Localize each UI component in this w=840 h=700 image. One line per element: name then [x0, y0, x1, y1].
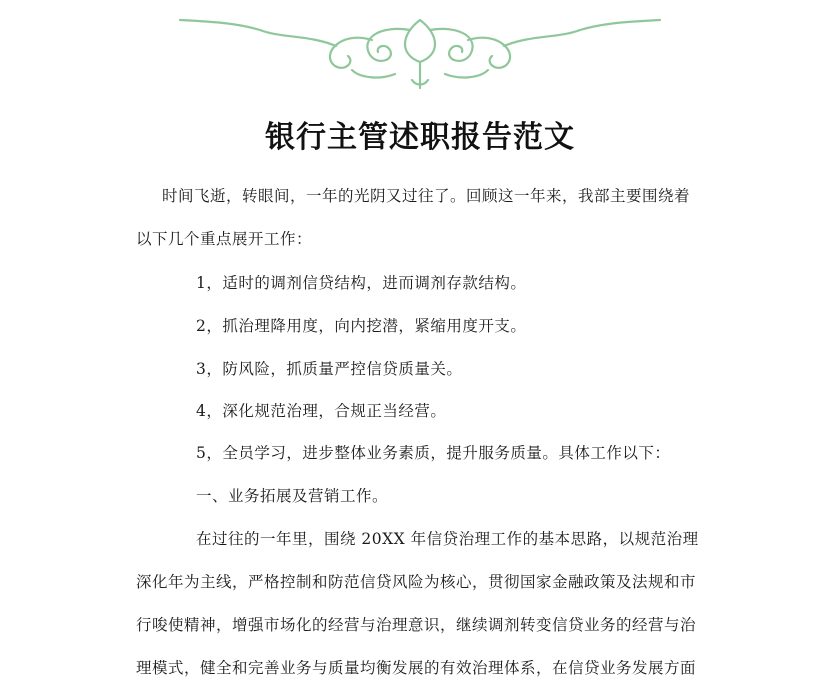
body-line: 行唆使精神，增强市场化的经营与治理意识，继续调剂转变信贷业务的经营与治	[136, 616, 697, 634]
header-ornament	[0, 0, 840, 100]
list-item: 4，深化规范治理，合规正当经营。	[196, 402, 447, 420]
document-title: 银行主管述职报告范文	[265, 120, 575, 155]
list-item: 2，抓治理降用度，向内挖潜，紧缩用度开支。	[196, 317, 527, 335]
list-item: 1，适时的调剂信贷结构，进而调剂存款结构。	[196, 274, 527, 292]
body-line: 理模式，健全和完善业务与质量均衡发展的有效治理体系，在信贷业务发展方面	[136, 659, 697, 677]
list-item: 3，防风险，抓质量严控信贷质量关。	[196, 360, 463, 378]
body-line: 深化年为主线，严格控制和防范信贷风险为核心，贯彻国家金融政策及法规和市	[136, 573, 697, 591]
intro-line-1: 时间飞逝，转眼间，一年的光阴又过往了。回顾这一年来，我部主要围绕着	[162, 187, 691, 205]
body-line: 在过往的一年里，围绕 20XX 年信贷治理工作的基本思路，以规范治理	[196, 530, 699, 548]
list-item: 5，全员学习，进步整体业务素质，提升服务质量。具体工作以下：	[196, 444, 671, 462]
section-heading: 一、业务拓展及营销工作。	[196, 487, 389, 505]
intro-line-2: 以下几个重点展开工作：	[136, 230, 313, 248]
